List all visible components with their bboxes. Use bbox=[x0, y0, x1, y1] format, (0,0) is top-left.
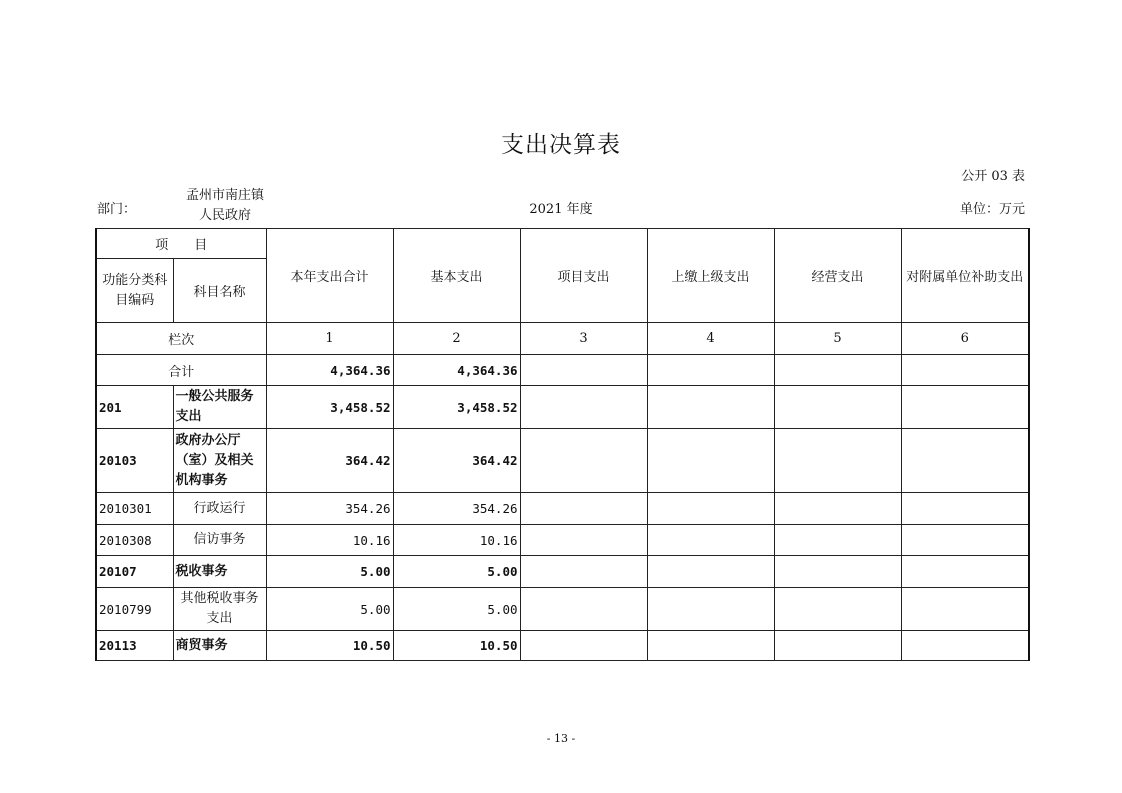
header-col4: 上缴上级支出 bbox=[647, 229, 774, 323]
table-row bbox=[96, 386, 1029, 429]
row-c3 bbox=[520, 556, 647, 588]
row-c5 bbox=[774, 386, 901, 429]
row-code: 20103 bbox=[96, 429, 173, 493]
row-c4 bbox=[647, 588, 774, 631]
row-name: 其他税收事务支出 bbox=[173, 588, 266, 631]
header-row-1 bbox=[96, 229, 1029, 259]
lanci-2: 2 bbox=[393, 323, 520, 355]
row-c6 bbox=[901, 588, 1029, 631]
total-row bbox=[96, 355, 1029, 386]
row-c6 bbox=[901, 525, 1029, 556]
page-number: - 13 - bbox=[546, 732, 576, 745]
row-c2: 3,458.52 bbox=[393, 386, 520, 429]
row-c4 bbox=[647, 429, 774, 493]
table-row bbox=[96, 631, 1029, 661]
row-name: 行政运行 bbox=[173, 493, 266, 525]
row-c1: 3,458.52 bbox=[266, 386, 393, 429]
lanci-row bbox=[96, 323, 1029, 355]
row-c3 bbox=[520, 429, 647, 493]
row-c3 bbox=[520, 386, 647, 429]
table-row bbox=[96, 429, 1029, 493]
dept-name-line2: 人民政府 bbox=[198, 208, 251, 223]
row-code: 2010301 bbox=[96, 493, 173, 525]
lanci-6: 6 bbox=[901, 323, 1029, 355]
header-col3: 项目支出 bbox=[520, 229, 647, 323]
row-c1: 5.00 bbox=[266, 588, 393, 631]
lanci-3: 3 bbox=[520, 323, 647, 355]
dept-name-line1: 孟州市南庄镇 bbox=[185, 188, 264, 203]
row-c5 bbox=[774, 556, 901, 588]
lanci-label: 栏次 bbox=[96, 323, 266, 355]
table-row bbox=[96, 493, 1029, 525]
row-c6 bbox=[901, 493, 1029, 525]
row-c3 bbox=[520, 525, 647, 556]
row-c4 bbox=[647, 493, 774, 525]
row-c6 bbox=[901, 556, 1029, 588]
row-c1: 354.26 bbox=[266, 493, 393, 525]
row-c2: 354.26 bbox=[393, 493, 520, 525]
row-c2: 5.00 bbox=[393, 556, 520, 588]
total-c4 bbox=[647, 355, 774, 386]
row-name: 一般公共服务支出 bbox=[173, 386, 266, 429]
row-c3 bbox=[520, 588, 647, 631]
row-c6 bbox=[901, 386, 1029, 429]
total-c5 bbox=[774, 355, 901, 386]
row-c5 bbox=[774, 429, 901, 493]
row-c4 bbox=[647, 525, 774, 556]
table-row bbox=[96, 556, 1029, 588]
row-c1: 10.16 bbox=[266, 525, 393, 556]
total-label: 合计 bbox=[96, 355, 266, 386]
row-code: 2010799 bbox=[96, 588, 173, 631]
row-c5 bbox=[774, 588, 901, 631]
total-c6 bbox=[901, 355, 1029, 386]
row-c2: 364.42 bbox=[393, 429, 520, 493]
row-c1: 10.50 bbox=[266, 631, 393, 661]
row-c2: 5.00 bbox=[393, 588, 520, 631]
row-c3 bbox=[520, 493, 647, 525]
row-name: 政府办公厅（室）及相关机构事务 bbox=[173, 429, 266, 493]
expenditure-table bbox=[95, 228, 1030, 661]
row-c4 bbox=[647, 386, 774, 429]
total-c1: 4,364.36 bbox=[266, 355, 393, 386]
row-c5 bbox=[774, 493, 901, 525]
row-c3 bbox=[520, 631, 647, 661]
unit-label: 单位：万元 bbox=[959, 202, 1025, 217]
header-col5: 经营支出 bbox=[774, 229, 901, 323]
row-name: 信访事务 bbox=[173, 525, 266, 556]
total-c2: 4,364.36 bbox=[393, 355, 520, 386]
header-col2: 基本支出 bbox=[393, 229, 520, 323]
table-row bbox=[96, 588, 1029, 631]
row-c2: 10.16 bbox=[393, 525, 520, 556]
row-name: 商贸事务 bbox=[173, 631, 266, 661]
row-c5 bbox=[774, 631, 901, 661]
header-col1: 本年支出合计 bbox=[266, 229, 393, 323]
row-c1: 364.42 bbox=[266, 429, 393, 493]
lanci-5: 5 bbox=[774, 323, 901, 355]
page-title: 支出决算表 bbox=[501, 132, 621, 158]
header-col6: 对附属单位补助支出 bbox=[901, 229, 1029, 323]
lanci-4: 4 bbox=[647, 323, 774, 355]
row-c2: 10.50 bbox=[393, 631, 520, 661]
row-c4 bbox=[647, 556, 774, 588]
fiscal-year: 2021 年度 bbox=[529, 202, 593, 217]
header-subject-name: 科目名称 bbox=[173, 259, 266, 323]
row-c5 bbox=[774, 525, 901, 556]
dept-label: 部门： bbox=[97, 202, 137, 217]
table-tag: 公开 03 表 bbox=[961, 169, 1025, 184]
header-item: 项 目 bbox=[96, 229, 266, 259]
lanci-1: 1 bbox=[266, 323, 393, 355]
row-code: 201 bbox=[96, 386, 173, 429]
total-c3 bbox=[520, 355, 647, 386]
row-c1: 5.00 bbox=[266, 556, 393, 588]
row-code: 2010308 bbox=[96, 525, 173, 556]
row-code: 20113 bbox=[96, 631, 173, 661]
row-c6 bbox=[901, 429, 1029, 493]
row-name: 税收事务 bbox=[173, 556, 266, 588]
table-row bbox=[96, 525, 1029, 556]
header-func-code: 功能分类科目编码 bbox=[96, 259, 173, 323]
row-c4 bbox=[647, 631, 774, 661]
row-code: 20107 bbox=[96, 556, 173, 588]
row-c6 bbox=[901, 631, 1029, 661]
